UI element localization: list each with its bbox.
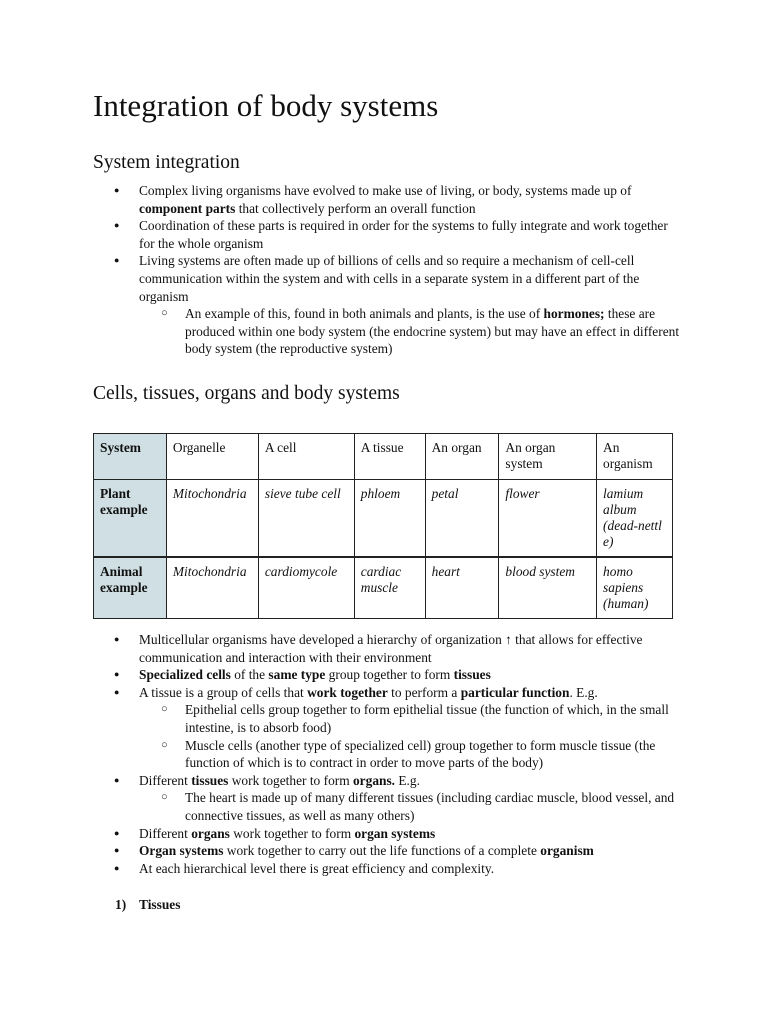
section-heading-cells-tissues: Cells, tissues, organs and body systems — [93, 383, 400, 404]
numbered-heading-tissues — [115, 897, 180, 913]
sub-list-item: ○ The heart is made up of many different tissues (including cardiac muscle, blood vessel, and connective tissues, as well as many others) — [139, 789, 683, 824]
sub-list-item: ○ An example of this, found in both animals and plants, is the use of hormones; these are produced within one body system (the endocrine system) but may have an effect in different body system (the reproductive system) — [139, 305, 683, 358]
table-header-row — [94, 434, 673, 480]
sub-list-item: ○ Muscle cells (another type of specialized cell) group together to form muscle tissue (the function of which is to contract in order to move parts of the body) — [139, 737, 683, 772]
table-cell: A cell — [258, 434, 354, 480]
table-cell: flower — [499, 480, 597, 558]
table-cell: System — [94, 434, 167, 480]
section-heading-system-integration: System integration — [93, 152, 240, 173]
table-cell: Animal example — [94, 557, 167, 619]
table-cell: homo sapiens (human) — [597, 557, 673, 619]
table-cell: A tissue — [354, 434, 425, 480]
table-cell: An organ — [425, 434, 499, 480]
table-cell: An organism — [597, 434, 673, 480]
page-title: Integration of body systems — [93, 88, 439, 123]
heading-number: 1) — [115, 897, 127, 912]
list-item: ● Complex living organisms have evolved to make use of living, or body, systems made up of component parts that collectively perform an overall function — [93, 182, 683, 217]
table-row — [94, 557, 673, 619]
table-cell: cardiac muscle — [354, 557, 425, 619]
sub-list-item: ○ Epithelial cells group together to form epithelial tissue (the function of which, in the small intestine, is to absorb food) — [139, 701, 683, 736]
system-integration-list — [93, 182, 683, 358]
table-cell: An organ system — [499, 434, 597, 480]
table-cell: cardiomycole — [258, 557, 354, 619]
table-cell: phloem — [354, 480, 425, 558]
heading-label: Tissues — [139, 897, 181, 912]
list-item: ● Multicellular organisms have developed a hierarchy of organization ↑ that allows for effective communication and interaction with their environment — [93, 631, 683, 666]
table-cell: Mitochondria — [166, 480, 258, 558]
table-cell: lamium album (dead-nettl e) — [597, 480, 673, 558]
table-cell: heart — [425, 557, 499, 619]
table-cell: Organelle — [166, 434, 258, 480]
list-item: ● Coordination of these parts is required in order for the systems to fully integrate and work together for the whole organism — [93, 217, 683, 252]
table-cell: Plant example — [94, 480, 167, 558]
list-item: ● Organ systems work together to carry out the life functions of a complete organism — [93, 842, 683, 860]
hierarchy-list — [93, 631, 683, 877]
table-row — [94, 480, 673, 558]
list-item: ● Different tissues work together to form organs. E.g. ○ The heart is made up of many different tissues (including cardiac muscle, blood vessel, and connective tissues, as well as many others) — [93, 772, 683, 825]
table-cell: Mitochondria — [166, 557, 258, 619]
list-item: ● Different organs work together to form organ systems — [93, 825, 683, 843]
list-item: ● Living systems are often made up of billions of cells and so require a mechanism of cell-cell communication within the system and with cells in a separate system in a different part of the organism ○ An example of this, found in both animals and plants, is the use of hormones; these are produced within one body system (the endocrine system) but may have an effect in different body system (the reproductive system) — [93, 252, 683, 358]
list-item: ● Specialized cells of the same type group together to form tissues — [93, 666, 683, 684]
table-cell: sieve tube cell — [258, 480, 354, 558]
sub-list — [139, 305, 683, 358]
sub-list — [139, 789, 683, 824]
list-item: ● At each hierarchical level there is great efficiency and complexity. — [93, 860, 683, 878]
hierarchy-table — [93, 433, 673, 619]
table-cell: petal — [425, 480, 499, 558]
table-cell: blood system — [499, 557, 597, 619]
list-item: ● A tissue is a group of cells that work together to perform a particular function. E.g. ○ Epithelial cells group together to form epithelial tissue (the function of which, in the small intestine, is to absorb food) ○ Muscle cells (another type of specialized cell) group together to form muscle tissue (the function of which is to contract in order to move parts of the body) — [93, 684, 683, 772]
sub-list — [139, 701, 683, 771]
